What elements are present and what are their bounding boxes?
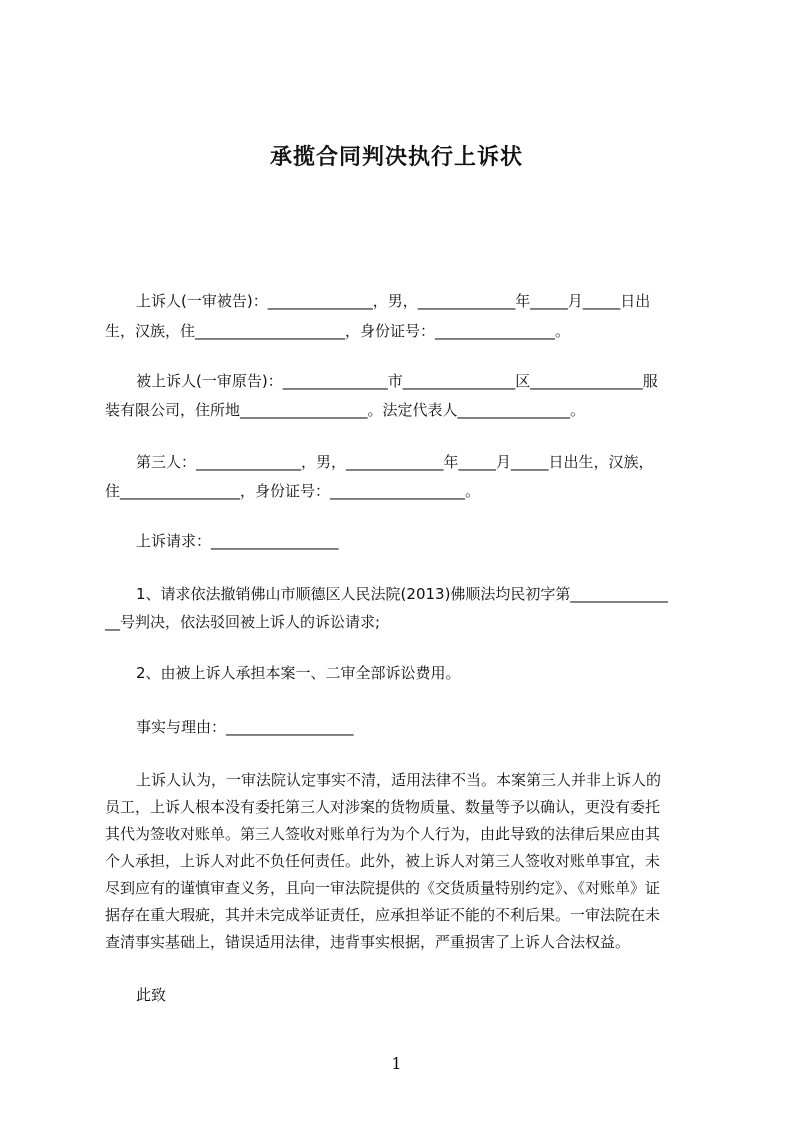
request-1-line-2: __号判决，依法驳回被上诉人的诉讼请求; — [105, 613, 381, 631]
appeal-requests-heading: 上诉请求：_________________ — [136, 532, 339, 550]
reason-paragraph-line-7: 查清事实基础上，错误适用法律，违背事实根据，严重损害了上诉人合法权益。 — [105, 933, 631, 951]
appellee-line-2: 装有限公司，住所地_________________。法定代表人_______________。 — [105, 401, 586, 419]
appellant-line-1: 上诉人(一审被告)：______________，男，_____________年_____月_____日出 — [136, 292, 651, 310]
closing-salutation: 此致 — [136, 986, 167, 1004]
request-1-line-1: 1、请求依法撤销佛山市顺德区人民法院(2013)佛顺法均民初字第_____________ — [136, 585, 668, 603]
appellant-line-2: 生，汉族，住____________________，身份证号：________________。 — [105, 322, 571, 340]
request-2: 2、由被上诉人承担本案一、二审全部诉讼费用。 — [136, 664, 461, 682]
appellee-line-1: 被上诉人(一审原告)：______________市_______________区_______________服 — [136, 372, 658, 390]
document-title: 承揽合同判决执行上诉状 — [269, 145, 523, 170]
reason-paragraph-line-5: 尽到应有的谨慎审查义务，且向一审法院提供的《交货质量特别约定》、《对账单》证 — [105, 879, 661, 897]
reason-paragraph-line-3: 其代为签收对账单。第三人签收对账单行为为个人行为，由此导致的法律后果应由其 — [105, 825, 661, 843]
reason-paragraph-line-6: 据存在重大瑕疵，其并未完成举证责任，应承担举证不能的不利后果。一审法院在未 — [105, 906, 661, 924]
reason-paragraph-line-1: 上诉人认为，一审法院认定事实不清，适用法律不当。本案第三人并非上诉人的 — [136, 771, 662, 789]
third-party-line-2: 住________________，身份证号：__________________。 — [105, 482, 481, 500]
reason-paragraph-line-2: 员工，上诉人根本没有委托第三人对涉案的货物质量、数量等予以确认，更没有委托 — [105, 798, 661, 816]
reason-paragraph-line-4: 个人承担，上诉人对此不负任何责任。此外，被上诉人对第三人签收对账单事宜，未 — [105, 852, 661, 870]
facts-reasons-heading: 事实与理由：_________________ — [136, 718, 354, 736]
third-party-line-1: 第三人：______________，男，_____________年_____月_____日出生，汉族， — [136, 453, 654, 471]
page-number: 1 — [391, 1054, 402, 1073]
